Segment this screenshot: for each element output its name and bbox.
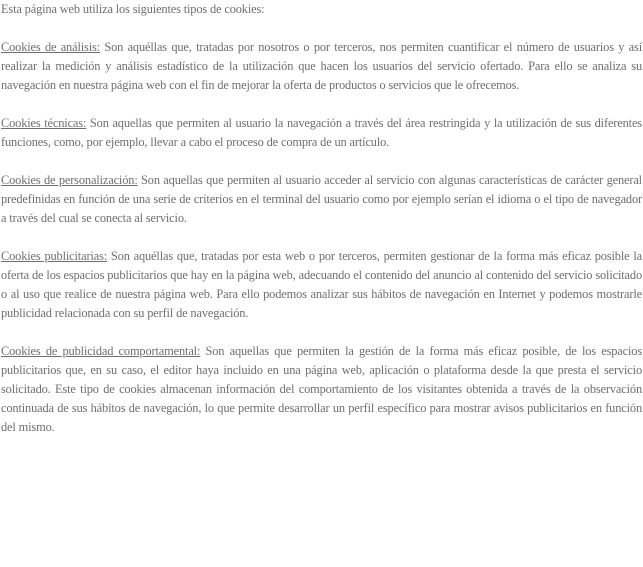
term-behavioral-advertising-cookies: Cookies de publicidad comportamental: — [1, 344, 201, 358]
section-advertising-cookies — [1, 247, 642, 323]
section-technical-cookies — [1, 114, 642, 152]
intro-text: Esta página web utiliza los siguientes tipos de cookies: — [1, 2, 265, 16]
description-advertising-cookies: Son aquéllas que, tratadas por esta web o por terceros, permiten gestionar de la forma más eficaz posible la oferta de los espacios publicitarios que hay en la página web, adecuando el contenido del anuncio al contenido del servicio solicitado o al uso que realice de nuestra página web. Para ello podemos analizar sus hábitos de navegación en Internet y podemos mostrarle publicidad relacionada con su perfil de navegación. — [1, 249, 642, 320]
section-personalization-cookies — [1, 171, 642, 228]
section-behavioral-advertising-cookies — [1, 342, 642, 437]
description-analysis-cookies: Son aquéllas que, tratadas por nosotros o por terceros, nos permiten cuantificar el número de usuarios y así realizar la medición y análisis estadístico de la utilización que hacen los usuarios del servicio ofertado. Para ello se analiza su navegación en nuestra página web con el fin de mejorar la oferta de productos o servicios que le ofrecemos. — [1, 40, 643, 92]
description-behavioral-advertising-cookies: Son aquellas que permiten la gestión de la forma más eficaz posible, de los espacios publicitarios que, en su caso, el editor haya incluido en una página web, aplicación o plataforma desde la que presta el servicio solicitado. Este tipo de cookies almacenan información del comportamiento de los visitantes obtenida a través de la observación continuada de sus hábitos de navegación, lo que permite desarrollar un perfil específico para mostrar avisos publicitarios en función del mismo. — [1, 344, 642, 434]
term-personalization-cookies: Cookies de personalización: — [1, 173, 138, 187]
term-analysis-cookies: Cookies de análisis: — [1, 40, 100, 54]
description-personalization-cookies: Son aquellas que permiten al usuario acceder al servicio con algunas características de carácter general predefinidas en función de una serie de criterios en el terminal del usuario como por ejemplo serían el idioma o el tipo de navegador a través del cual se conecta al servicio. — [1, 173, 642, 225]
term-advertising-cookies: Cookies publicitarias: — [1, 249, 108, 263]
description-technical-cookies: Son aquellas que permiten al usuario la navegación a través del área restringida y la utilización de sus diferentes funciones, como, por ejemplo, llevar a cabo el proceso de compra de un artículo. — [1, 116, 642, 149]
cookie-policy-content — [1, 0, 642, 437]
section-analysis-cookies — [1, 38, 642, 95]
term-technical-cookies: Cookies técnicas: — [1, 116, 87, 130]
